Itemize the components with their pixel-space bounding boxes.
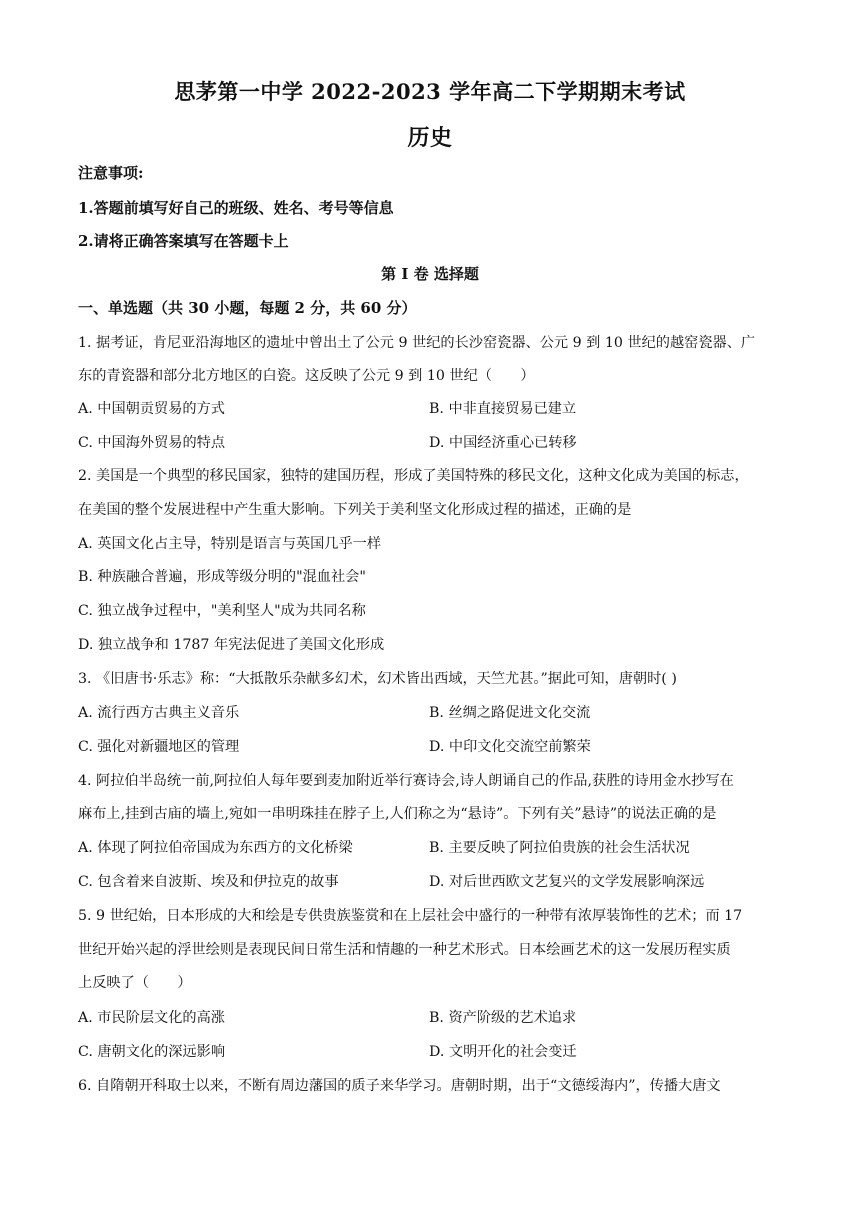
question-5-stem: 上反映了（ ） <box>78 975 192 991</box>
notice-item: 1.答题前填写好自己的班级、姓名、考号等信息 <box>78 199 394 217</box>
option-c[interactable]: C. 中国海外贸易的特点 <box>78 435 226 451</box>
question-4-stem: 麻布上,挂到古庙的墙上,宛如一串明珠挂在脖子上,人们称之为“悬诗”。下列有关”悬诗”的说法正确的是 <box>78 806 717 822</box>
option-d[interactable]: D. 文明开化的社会变迁 <box>429 1044 577 1060</box>
question-1-options <box>78 433 788 453</box>
option-d[interactable]: D. 独立战争和 1787 年宪法促进了美国文化形成 <box>78 637 385 653</box>
option-a[interactable]: A. 市民阶层文化的高涨 <box>78 1010 225 1026</box>
question-5-stem: 5. 9 世纪始，日本形成的大和绘是专供贵族鉴赏和在上层社会中盛行的一种带有浓厚装饰性的艺术；而 17 <box>78 908 743 924</box>
question-5-options <box>78 1042 788 1062</box>
option-a[interactable]: A. 中国朝贡贸易的方式 <box>78 401 225 417</box>
question-1-stem: 1. 据考证，肯尼亚沿海地区的遗址中曾出土了公元 9 世纪的长沙窑瓷器、公元 9 到 10 世纪的越窑瓷器、广 <box>78 335 756 351</box>
question-3-options <box>78 737 788 757</box>
question-4-stem: 4. 阿拉伯半岛统一前,阿拉伯人每年要到麦加附近举行赛诗会,诗人朗诵自己的作品,获胜的诗用金水抄写在 <box>78 773 734 789</box>
option-d[interactable]: D. 中印文化交流空前繁荣 <box>429 739 591 755</box>
exam-title: 思茅第一中学 2022-2023 学年高二下学期期末考试 <box>174 79 686 104</box>
exam-subject: 历史 <box>407 125 453 151</box>
option-b[interactable]: B. 种族融合普遍，形成等级分明的"混血社会" <box>78 569 366 585</box>
part-heading: 一、单选题（共 30 小题，每题 2 分，共 60 分） <box>78 299 417 317</box>
question-6-stem: 6. 自隋朝开科取士以来，不断有周边藩国的质子来华学习。唐朝时期，出于“文德绥海内”，传播大唐文 <box>78 1078 721 1094</box>
question-4-options <box>78 838 788 858</box>
question-2-stem: 在美国的整个发展进程中产生重大影响。下列关于美利坚文化形成过程的描述，正确的是 <box>78 502 632 518</box>
notice-heading: 注意事项: <box>78 164 144 182</box>
question-2-stem: 2. 美国是一个典型的移民国家，独特的建国历程，形成了美国特殊的移民文化，这种文化成为美国的标志， <box>78 468 749 484</box>
option-d[interactable]: D. 中国经济重心已转移 <box>429 435 577 451</box>
volume-heading: 第 I 卷 选择题 <box>381 265 479 283</box>
question-4-options <box>78 872 788 892</box>
question-5-options <box>78 1008 788 1028</box>
option-b[interactable]: B. 资产阶级的艺术追求 <box>429 1010 577 1026</box>
option-c[interactable]: C. 独立战争过程中，"美利坚人"成为共同名称 <box>78 603 366 619</box>
option-c[interactable]: C. 唐朝文化的深远影响 <box>78 1044 226 1060</box>
option-b[interactable]: B. 主要反映了阿拉伯贵族的社会生活状况 <box>429 840 690 856</box>
option-a[interactable]: A. 英国文化占主导，特别是语言与英国几乎一样 <box>78 536 382 552</box>
question-1-options <box>78 399 788 419</box>
option-d[interactable]: D. 对后世西欧文艺复兴的文学发展影响深远 <box>429 874 705 890</box>
option-c[interactable]: C. 强化对新疆地区的管理 <box>78 739 240 755</box>
option-a[interactable]: A. 流行西方古典主义音乐 <box>78 705 240 721</box>
option-c[interactable]: C. 包含着来自波斯、埃及和伊拉克的故事 <box>78 874 339 890</box>
question-1-stem: 东的青瓷器和部分北方地区的白瓷。这反映了公元 9 到 10 世纪（ ） <box>78 368 535 384</box>
notice-item: 2.请将正确答案填写在答题卡上 <box>78 232 289 250</box>
option-b[interactable]: B. 丝绸之路促进文化交流 <box>429 705 591 721</box>
option-b[interactable]: B. 中非直接贸易已建立 <box>429 401 577 417</box>
question-3-stem: 3. 《旧唐书·乐志》称：“大抵散乐杂献多幻术，幻术皆出西域，天竺尤甚。”据此可知，唐朝时( ) <box>78 671 677 687</box>
option-a[interactable]: A. 体现了阿拉伯帝国成为东西方的文化桥梁 <box>78 840 353 856</box>
question-5-stem: 世纪开始兴起的浮世绘则是表现民间日常生活和情趣的一种艺术形式。日本绘画艺术的这一发展历程实质 <box>78 942 731 958</box>
question-3-options <box>78 703 788 723</box>
